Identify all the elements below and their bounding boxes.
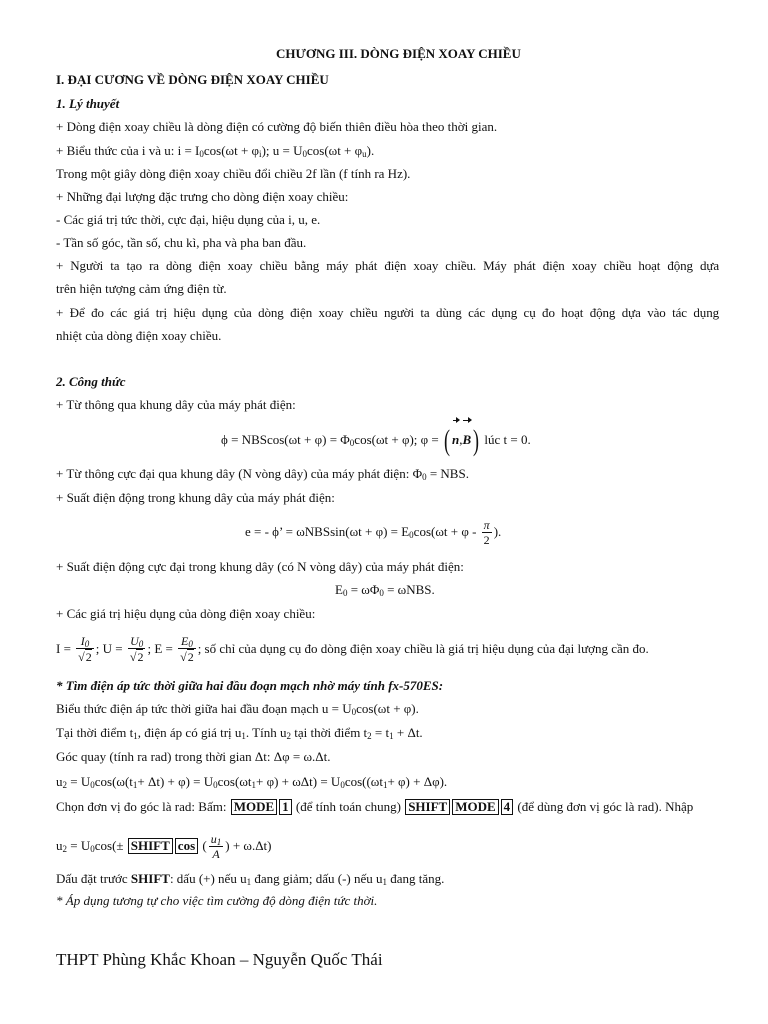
fraction-u: $\frac{U_0}{√2}$ bbox=[129, 634, 144, 665]
subsection-formulas: 2. Công thức bbox=[56, 374, 126, 389]
formula-intro-5: + Các giá trị hiệu dụng của dòng điện xoay chiều: bbox=[56, 606, 316, 621]
calc-title: * Tìm điện áp tức thời giữa hai đầu đoạn mạch nhờ máy tính fx-570ES: bbox=[56, 678, 444, 693]
theory-line-6: - Tần số góc, tần số, chu kì, pha và pha ban đầu. bbox=[56, 235, 307, 250]
theory-line-4: + Những đại lượng đặc trưng cho dòng điện xoay chiều: bbox=[56, 189, 349, 204]
fraction-u1-over-a: $\frac{u_1}{A}$ bbox=[210, 831, 222, 861]
theory-line-2: + Biểu thức của i và u: $i = I_0\cos(\omega t + \varphi_i)$; $u = U_0\cos(\omega t + \varphi_u)$. bbox=[56, 143, 375, 159]
subsection-theory: 1. Lý thuyết bbox=[56, 96, 120, 111]
formula-intro-1: + Từ thông qua khung dây của máy phát điện: bbox=[56, 397, 296, 412]
effective-values: I = $\frac{I_0}{√2}$ ; U = $\frac{U_0}{√2}$ ; E = $\frac{E_0}{√2}$ ; số chỉ của dụng cụ đo dòng điện xoay chiều là giá trị hiệu dụng của đại lượng cần đo. bbox=[56, 634, 649, 665]
one-key: 1 bbox=[279, 799, 292, 815]
theory-line-1: + Dòng điện xoay chiều là dòng điện có cường độ biến thiên điều hòa theo thời gian. bbox=[56, 119, 498, 134]
formula-intro-4: + Suất điện động cực đại trong khung dây (có N vòng dây) của máy phát điện: bbox=[56, 559, 464, 574]
section-title: I. ĐẠI CƯƠNG VỀ DÒNG ĐIỆN XOAY CHIỀU bbox=[56, 72, 329, 87]
emf-max-equation: $E_0 = \omega\Phi_0 = \omega NBS$. bbox=[335, 582, 435, 598]
calc-line-5: Chọn đơn vị đo góc là rad: Bấm: MODE 1 (để tính toán chung) SHIFT MODE 4 (để dùng đơn vị góc là rad). Nhập bbox=[56, 799, 694, 814]
formula-intro-3: + Suất điện động trong khung dây của máy phát điện: bbox=[56, 490, 335, 505]
vector-n: n bbox=[452, 422, 459, 458]
calc-line-4: $u_2 = U_0\cos(\omega(t_1+ \Delta t) + \varphi) = U_0\cos(\omega t_1+ \varphi) + \omega\Delta t) = U_0\cos((\omega t_1+ \varphi) + \Delta\varphi)$. bbox=[56, 774, 448, 790]
calc-line-1: Biểu thức điện áp tức thời giữa hai đầu đoạn mạch $u = U_0\cos(\omega t + \varphi)$. bbox=[56, 701, 419, 717]
calc-note: * Áp dụng tương tự cho việc tìm cường độ dòng điện tức thời. bbox=[56, 893, 378, 908]
fraction-e: $\frac{E_0}{√2}$ bbox=[180, 634, 194, 665]
right-paren: ) bbox=[473, 424, 480, 458]
theory-line-9: + Để đo các giá trị hiệu dụng của dòng điện xoay chiều người ta dùng các dụng cụ đo hoạt động dựa vào tác dụng bbox=[56, 305, 719, 320]
page-footer: THPT Phùng Khắc Khoan – Nguyễn Quốc Thái bbox=[56, 950, 383, 969]
shift-key-2: SHIFT bbox=[128, 838, 173, 854]
fraction-i: $\frac{I_0}{√2}$ bbox=[78, 634, 92, 665]
flux-equation: $\phi = NBScos(\omega t + \varphi) = \Phi_0\cos(\omega t + \varphi)$; φ = ( n,B) lúc t = 0. bbox=[221, 422, 531, 458]
vector-b: B bbox=[462, 422, 471, 458]
calc-line-3: Góc quay (tính ra rad) trong thời gian Δt: Δφ = ω.Δt. bbox=[56, 749, 331, 764]
theory-line-5: - Các giá trị tức thời, cực đại, hiệu dụng của i, u, e. bbox=[56, 212, 321, 227]
calc-line-7: Dấu đặt trước SHIFT: dấu (+) nếu $u_1$ đang giảm; dấu (-) nếu $u_1$ đang tăng. bbox=[56, 871, 445, 887]
pi-over-two: $\frac{\pi}{2}$ bbox=[483, 517, 490, 547]
theory-line-3: Trong một giây dòng điện xoay chiều đổi chiều 2f lần (f tính ra Hz). bbox=[56, 166, 411, 181]
chapter-title: CHƯƠNG III. DÒNG ĐIỆN XOAY CHIỀU bbox=[276, 46, 521, 61]
theory-line-8: trên hiện tượng cảm ứng điện từ. bbox=[56, 281, 227, 296]
calc-line-2: Tại thời điểm $t_1$, điện áp có giá trị $u_1$. Tính $u_2$ tại thời điểm $t_2 = t_1 + \Delta t$. bbox=[56, 725, 423, 741]
mode-key: MODE bbox=[231, 799, 277, 815]
theory-line-7: + Người ta tạo ra dòng điện xoay chiều bằng máy phát điện xoay chiều. Máy phát điện xoay chiều hoạt động dựa bbox=[56, 258, 719, 273]
four-key: 4 bbox=[501, 799, 514, 815]
shift-key: SHIFT bbox=[405, 799, 450, 815]
cos-key: cos bbox=[175, 838, 198, 854]
calc-line-6: $u_2 = U_0\cos(\pm$ SHIFT cos ( $\frac{u_1}{A}$ ) + ω.Δt) bbox=[56, 831, 272, 861]
formula-intro-2: + Từ thông cực đại qua khung dây (N vòng dây) của máy phát điện: $\Phi_0$ = NBS. bbox=[56, 466, 469, 482]
mode-key-2: MODE bbox=[452, 799, 498, 815]
emf-equation: e = - ϕ’ = $\omega NBSsin(\omega t + \varphi) = E_0\cos(\omega t + \varphi$ - $\frac{\pi}{2}$ ). bbox=[245, 517, 502, 547]
left-paren: ( bbox=[443, 424, 450, 458]
theory-line-10: nhiệt của dòng điện xoay chiều. bbox=[56, 328, 222, 343]
